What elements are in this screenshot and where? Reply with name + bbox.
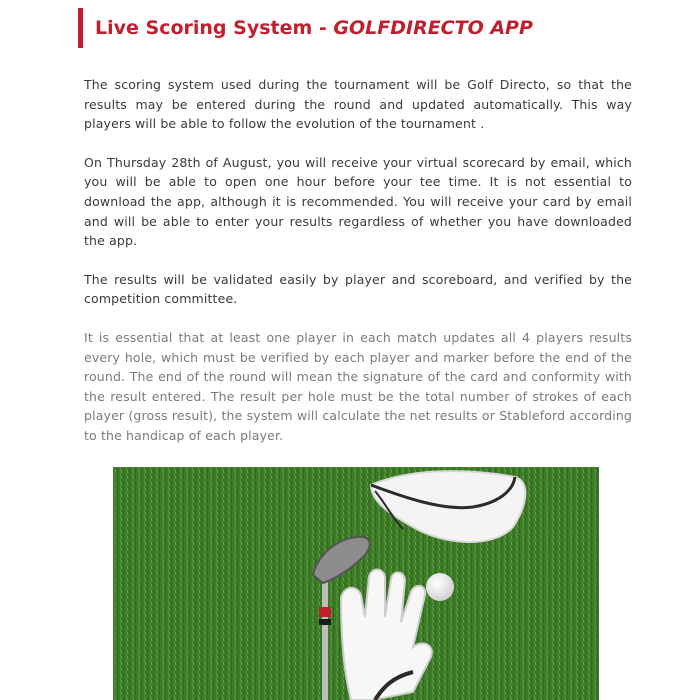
- article-body: [84, 75, 632, 465]
- title-main: Live Scoring System -: [95, 17, 334, 39]
- title-app-name: GOLFDIRECTO APP: [333, 17, 533, 39]
- title-accent-bar: [78, 8, 83, 48]
- page-title: [95, 17, 533, 39]
- paragraph-validation: The results will be validated easily by player and scoreboard, and verified by the competition committee.: [84, 271, 632, 307]
- paragraph-scoring-system: The scoring system used during the tournament will be Golf Directo, so that the results may be entered during the round and updated automatically. This way players will be able to follow the evolution of the tournament .: [84, 77, 632, 132]
- golf-equipment-photo: [113, 467, 599, 700]
- golf-equipment-illustration: [113, 467, 599, 700]
- paragraph-scorecard-email: On Thursday 28th of August, you will receive your virtual scorecard by email, which you will be able to open one hour before your tee time. It is not essential to download the app, although it is recommended. You will receive your card by email and will be able to enter your results regardless of whether you have downloaded the app.: [84, 154, 632, 249]
- golf-ball-icon: [426, 573, 454, 601]
- paragraph-updating-rules: It is essential that at least one player in each match updates all 4 players results every hole, which must be verified by each player and marker before the end of the round. The end of the round will mean the signature of the card and conformity with the result entered. The result per hole must be the total number of strokes of each player (gross result), the system will calculate the net results or Stableford according to the handicap of each player.: [84, 329, 632, 443]
- section-header: [78, 8, 533, 48]
